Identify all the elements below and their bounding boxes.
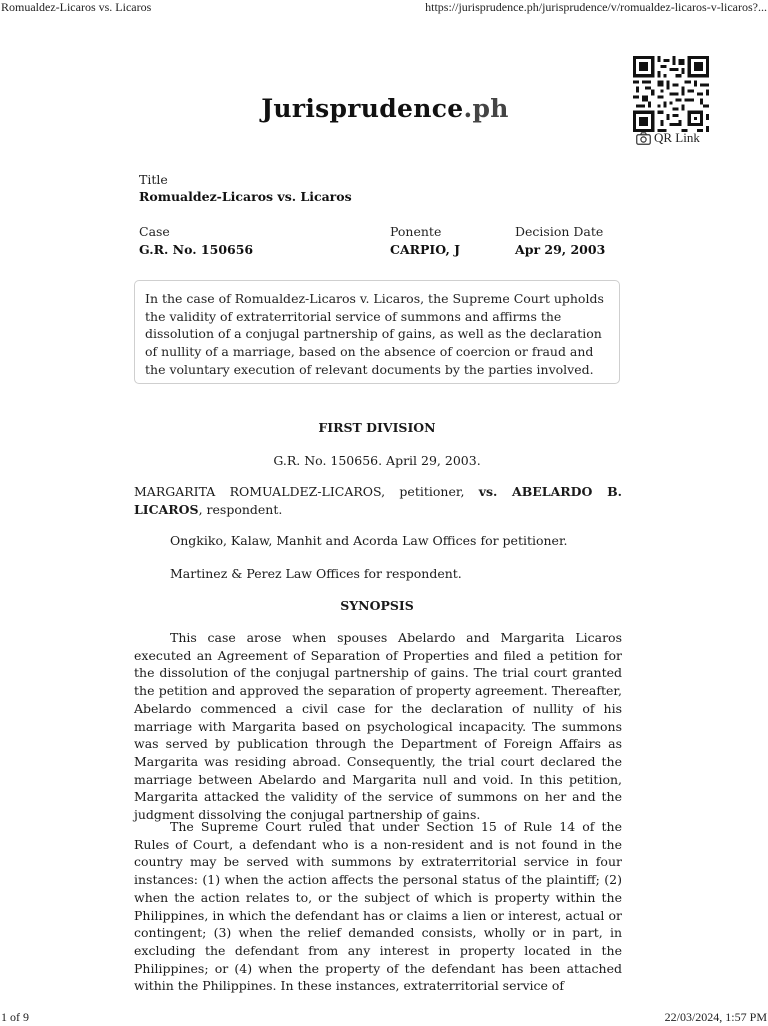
qr-code[interactable] (633, 56, 709, 132)
case-value: G.R. No. 150656 (139, 242, 254, 257)
synopsis-paragraph-1: This case arose when spouses Abelardo and Margarita Licaros executed an Agreement of Separation of Properties and filed a petition for the dissolution of the conjugal partnership of gains. The trial court granted the petition and approved the separation of property agreement. Thereafter, Abelardo commenced a civil case for the declaration of nullity of his marriage with Margarita based on psychological incapacity. The summons was served by publication through the Department of Foreign Affairs as Margarita was residing abroad. Consequently, the trial court declared the marriage between Abelardo and Margarita null and void. In this petition, Margarita attacked the validity of the service of summons on her and the judgment dissolving the conjugal partnership of gains. (134, 630, 622, 823)
case-summary: In the case of Romualdez-Licaros v. Licaros, the Supreme Court upholds the validity of extraterritorial service of summons and affirms the dissolution of a conjugal partnership of gains, as well as the declaration of nullity of a marriage, based on the absence of coercion or fraud and the voluntary execution of relevant documents by the parties involved. (134, 280, 620, 384)
ponente-label: Ponente (390, 224, 442, 239)
parties-line (134, 483, 622, 518)
gr-line: G.R. No. 150656. April 29, 2003. (273, 453, 481, 468)
brand-name: Jurisprudence (261, 94, 464, 123)
print-header (0, 0, 768, 16)
title-value: Romualdez-Licaros vs. Licaros (139, 189, 352, 204)
synopsis-heading: SYNOPSIS (340, 598, 414, 613)
site-logo (230, 94, 540, 123)
brand-tld: .ph (463, 94, 509, 123)
petitioner-name: MARGARITA ROMUALDEZ-LICAROS (134, 484, 382, 499)
division-heading: FIRST DIVISION (318, 420, 436, 435)
respondent-role: , respondent. (198, 501, 283, 517)
counsel-petitioner: Ongkiko, Kalaw, Manhit and Acorda Law Offices for petitioner. (170, 533, 568, 548)
ponente-value: CARPIO, J (390, 242, 461, 257)
counsel-respondent: Martinez & Perez Law Offices for respondent. (170, 566, 462, 581)
print-header-url[interactable]: https://jurisprudence.ph/jurisprudence/v/romualdez-licaros-v-licaros?... (425, 0, 767, 14)
title-label: Title (139, 172, 168, 187)
print-datetime: 22/03/2024, 1:57 PM (664, 1010, 767, 1024)
case-label: Case (139, 224, 170, 239)
print-header-title: Romualdez-Licaros vs. Licaros (1, 0, 152, 14)
petitioner-role: , petitioner, (381, 484, 479, 499)
page-number: 1 of 9 (1, 1010, 29, 1024)
camera-icon (636, 132, 651, 145)
decision-date-value: Apr 29, 2003 (515, 242, 606, 257)
decision-date-label: Decision Date (515, 224, 604, 239)
qr-link[interactable] (636, 130, 700, 146)
synopsis-paragraph-2: The Supreme Court ruled that under Section 15 of Rule 14 of the Rules of Court, a defendant who is a non-resident and is not found in the country may be served with summons by extraterritorial service in four instances: (1) when the action affects the personal status of the plaintiff; (2) when the action relates to, or the subject of which is property within the Philippines, in which the defendant has or claims a lien or interest, actual or contingent; (3) when the relief demanded consists, wholly or in part, in excluding the defendant from any interest in property located in the Philippines; or (4) when the property of the defendant has been attached within the Philippines. In these instances, extraterritorial service of (134, 819, 622, 994)
qr-link-label: QR Link (654, 130, 700, 145)
respondent-name: vs. ABELARDO B. LICAROS (134, 484, 622, 517)
